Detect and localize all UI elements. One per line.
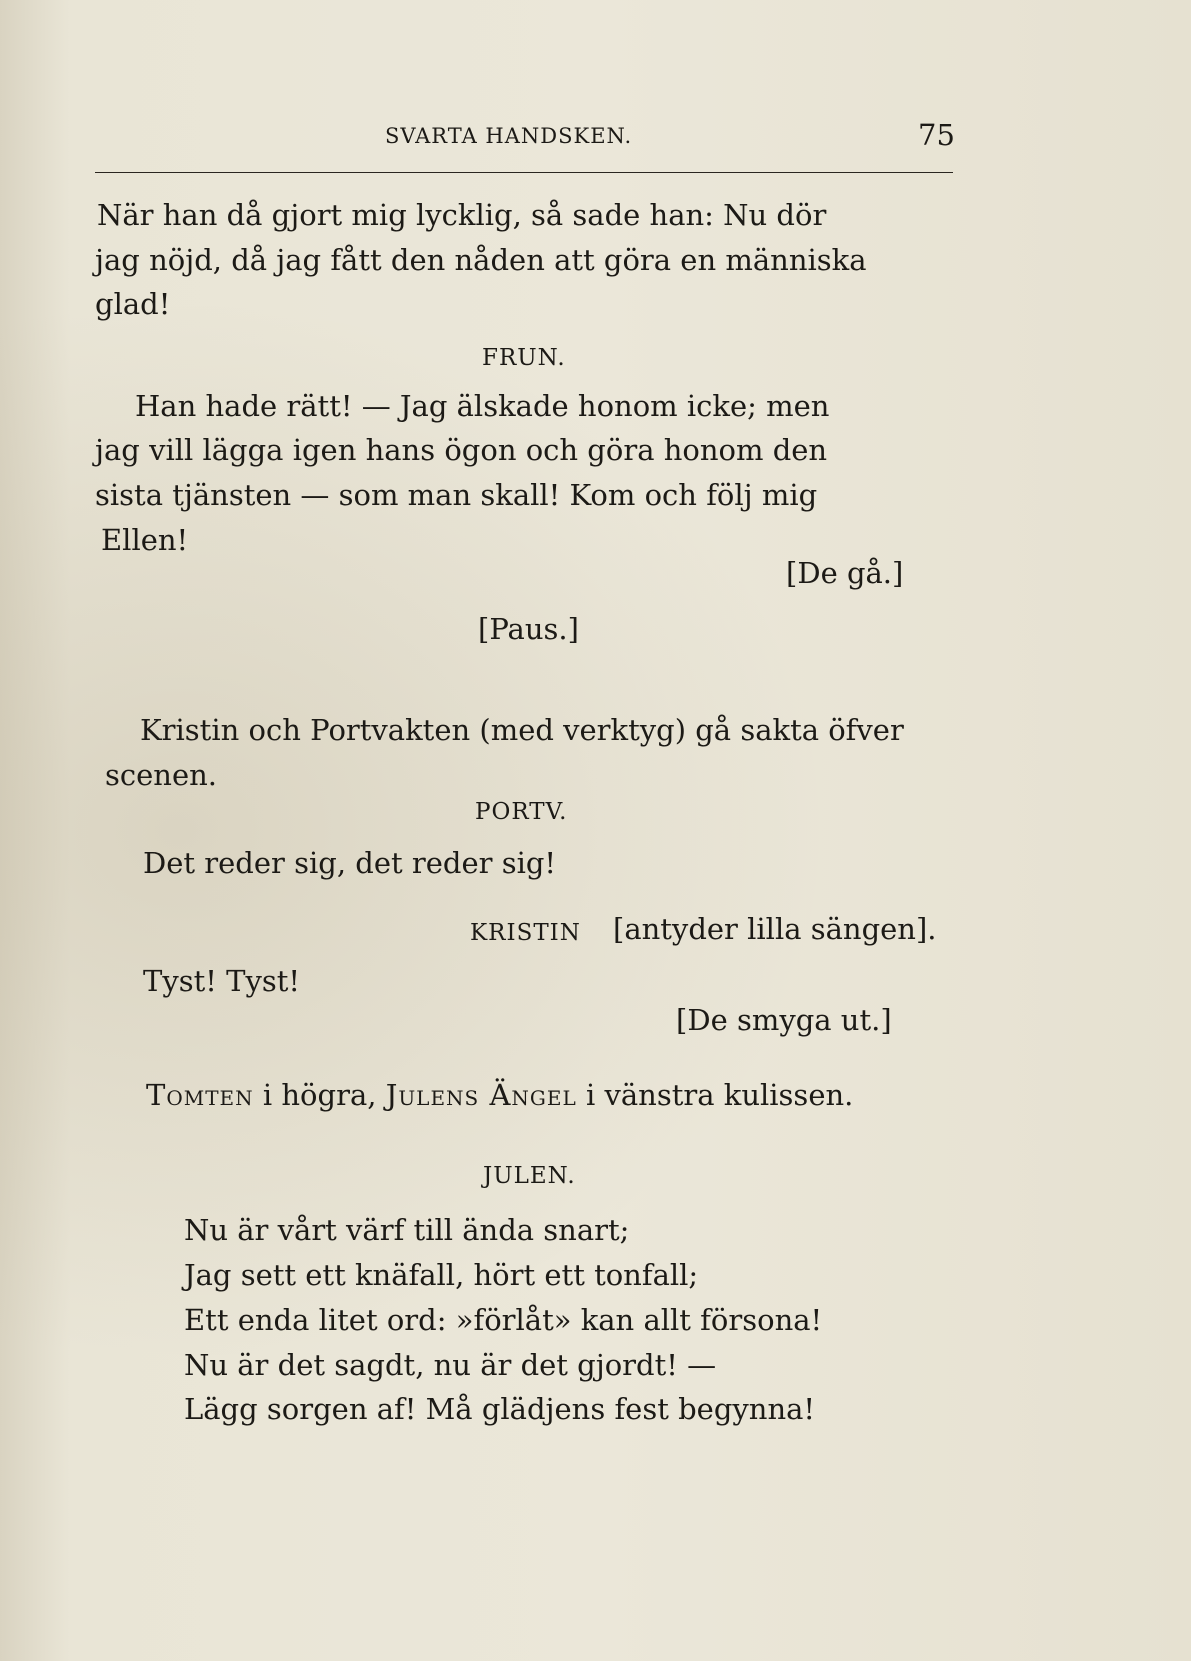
stage-direction: [Paus.]: [478, 612, 579, 646]
text-line: Tyst! Tyst!: [143, 964, 301, 998]
text-fragment: i vänstra kulissen.: [576, 1078, 854, 1112]
speaker-name: FRUN.: [482, 345, 566, 371]
stage-direction: [De smyga ut.]: [676, 1003, 892, 1037]
stage-direction: [De gå.]: [786, 556, 904, 590]
verse-line: Ett enda litet ord: »förlåt» kan allt försona!: [184, 1303, 823, 1337]
stage-direction: [antyder lilla sängen].: [613, 912, 937, 946]
text-line: Ellen!: [101, 523, 189, 557]
text-line: jag vill lägga igen hans ögon och göra honom den: [95, 433, 828, 467]
character-julens-angel: Julens Ängel: [385, 1078, 577, 1112]
text-line: sista tjänsten — som man skall! Kom och följ mig: [95, 478, 818, 512]
verse-line: Nu är vårt värf till ända snart;: [184, 1213, 630, 1247]
text-fragment: i högra,: [253, 1078, 386, 1112]
speaker-name: JULEN.: [483, 1163, 576, 1189]
speaker-name: PORTV.: [475, 799, 568, 825]
verse-line: Nu är det sagdt, nu är det gjordt! —: [184, 1348, 717, 1382]
text-line: jag nöjd, då jag fått den nåden att göra en människa: [95, 243, 867, 277]
text-line: Kristin och Portvakten (med verktyg) gå sakta öfver: [140, 713, 904, 747]
stage-direction-entrance: [146, 1077, 853, 1113]
page-number: 75: [918, 118, 955, 152]
running-header: SVARTA HANDSKEN.: [385, 124, 633, 148]
character-tomten: Tomten: [146, 1078, 254, 1112]
text-line: När han då gjort mig lycklig, så sade han: Nu dör: [97, 198, 827, 232]
verse-line: Lägg sorgen af! Må glädjens fest begynna!: [184, 1392, 816, 1426]
text-line: scenen.: [105, 758, 218, 792]
verse-line: Jag sett ett knäfall, hört ett tonfall;: [184, 1258, 699, 1292]
text-line: glad!: [95, 287, 171, 321]
text-line: Han hade rätt! — Jag älskade honom icke; men: [135, 389, 830, 423]
text-line: Det reder sig, det reder sig!: [143, 846, 557, 880]
speaker-name: KRISTIN: [470, 920, 581, 946]
header-rule: [95, 172, 953, 173]
